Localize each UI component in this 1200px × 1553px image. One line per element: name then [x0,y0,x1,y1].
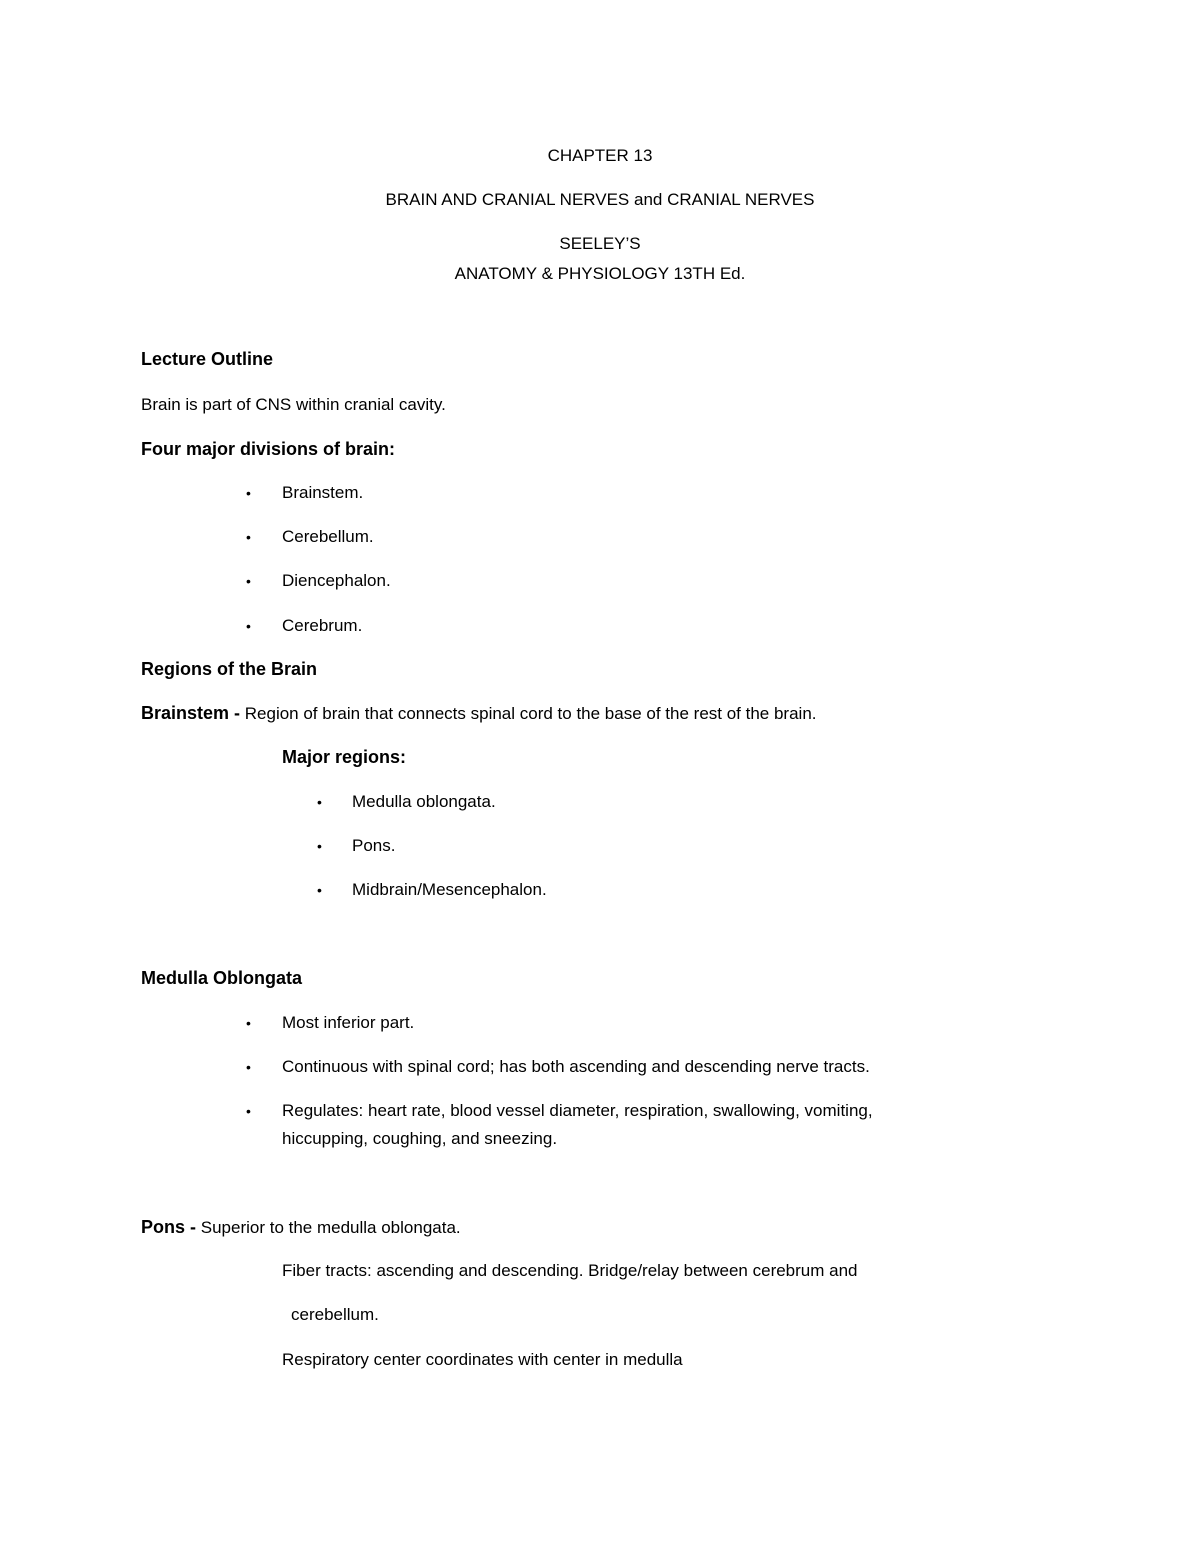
division-item: Cerebrum. [282,616,363,635]
bullet-icon: • [317,838,322,854]
division-item: Diencephalon. [282,571,391,590]
bullet-icon: • [246,1059,251,1075]
lecture-outline-heading: Lecture Outline [141,349,274,369]
brainstem-definition [141,703,817,724]
major-region-item: Pons. [352,836,396,855]
chapter-label: CHAPTER 13 [547,146,653,165]
medulla-item: Regulates: heart rate, blood vessel diameter, respiration, swallowing, vomiting, [282,1101,873,1120]
medulla-item-continued: hiccupping, coughing, and sneezing. [282,1129,558,1148]
major-regions-heading: Major regions: [282,747,407,767]
pons-fiber-tracts-continued: cerebellum. [291,1305,379,1324]
divisions-heading: Four major divisions of brain: [141,439,396,459]
medulla-heading: Medulla Oblongata [141,968,303,988]
brainstem-term: Brainstem - [141,703,241,723]
division-item: Cerebellum. [282,527,374,546]
bullet-icon: • [317,794,322,810]
medulla-item: Continuous with spinal cord; has both ascending and descending nerve tracts. [282,1057,870,1076]
pons-def-text: Superior to the medulla oblongata. [196,1218,461,1237]
major-region-item: Medulla oblongata. [352,792,496,811]
bullet-icon: • [246,618,251,634]
author-line: SEELEY’S [559,234,641,253]
brainstem-def-text: Region of brain that connects spinal cord to the base of the rest of the brain. [240,704,817,723]
bullet-icon: • [317,882,322,898]
regions-heading: Regions of the Brain [141,659,318,679]
chapter-title: BRAIN AND CRANIAL NERVES and CRANIAL NERVES [385,190,815,209]
division-item: Brainstem. [282,483,364,502]
pons-fiber-tracts: Fiber tracts: ascending and descending. Bridge/relay between cerebrum and [282,1261,858,1280]
pons-respiratory-center: Respiratory center coordinates with center in medulla [282,1350,683,1369]
medulla-item: Most inferior part. [282,1013,415,1032]
bullet-icon: • [246,1103,251,1119]
outline-intro: Brain is part of CNS within cranial cavity. [141,395,446,414]
bullet-icon: • [246,573,251,589]
major-region-item: Midbrain/Mesencephalon. [352,880,547,899]
pons-term: Pons - [141,1217,197,1237]
bullet-icon: • [246,485,251,501]
bullet-icon: • [246,1015,251,1031]
book-title: ANATOMY & PHYSIOLOGY 13TH Ed. [454,264,746,283]
pons-definition [141,1217,461,1238]
bullet-icon: • [246,529,251,545]
